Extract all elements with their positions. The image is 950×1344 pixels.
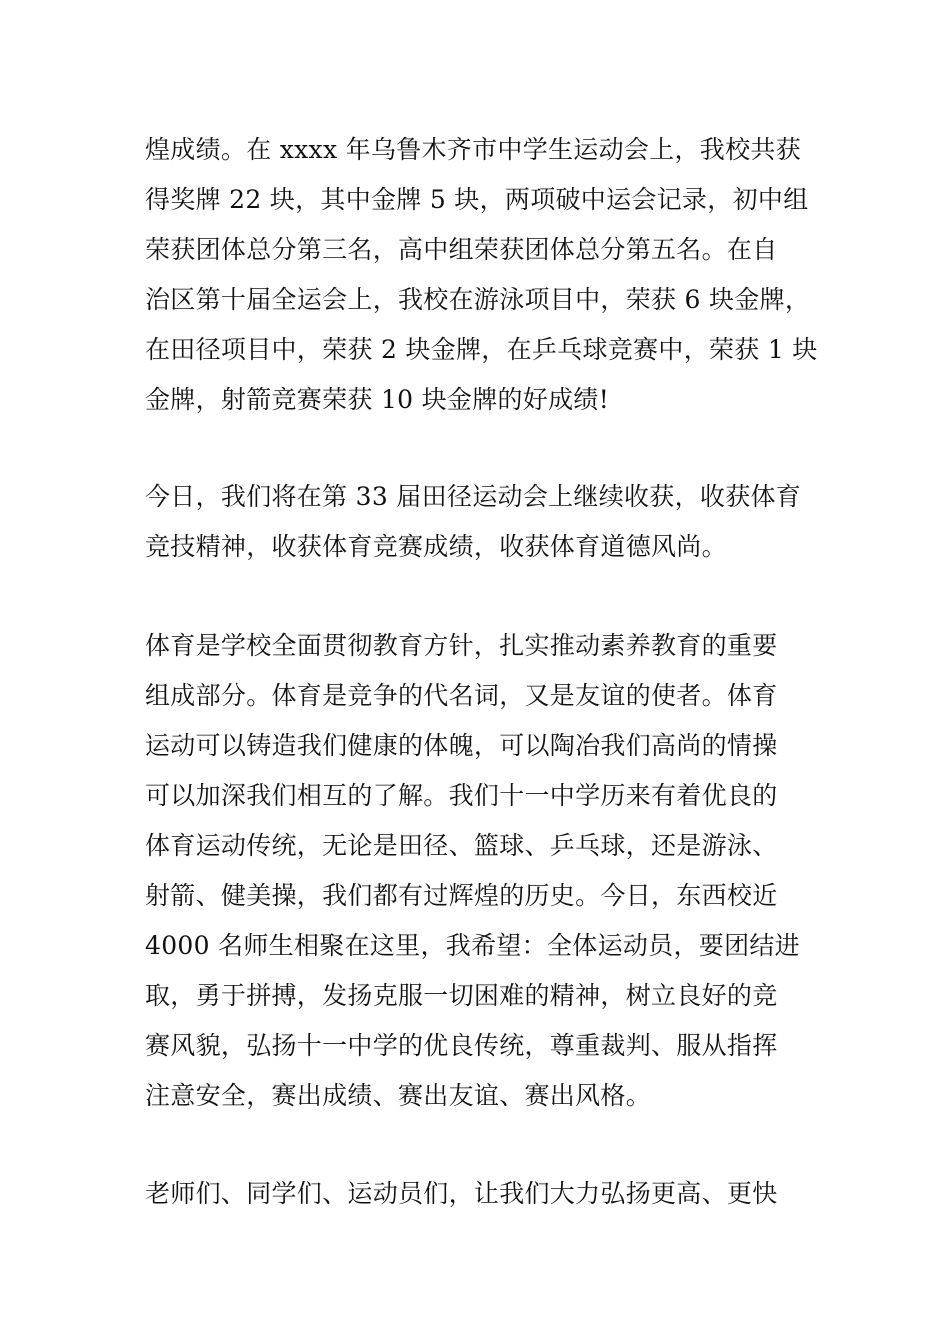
paragraph-3-line-8: 取，勇于拼搏，发扬克服一切困难的精神，树立良好的竞 [145,981,778,1010]
paragraph-2-line-1: 今日，我们将在第 33 届田径运动会上继续收获，收获体育 [145,482,802,511]
paragraph-2-line-2: 竞技精神，收获体育竞赛成绩，收获体育道德风尚。 [145,532,727,561]
paragraph-1-line-4: 治区第十届全运会上，我校在游泳项目中，荣获 6 块金牌， [145,285,811,314]
paragraph-1-line-2: 得奖牌 22 块，其中金牌 5 块，两项破中运会记录，初中组 [145,185,809,214]
paragraph-3-line-3: 运动可以铸造我们健康的体魄，可以陶冶我们高尚的情操 [145,731,778,760]
paragraph-1-line-1: 煌成绩。在 xxxx 年乌鲁木齐市中学生运动会上，我校共获 [145,135,801,164]
paragraph-3-line-1: 体育是学校全面贯彻教育方针，扎实推动素养教育的重要 [145,631,778,660]
paragraph-3-line-2: 组成部分。体育是竞争的代名词，又是友谊的使者。体育 [145,681,778,710]
paragraph-3-line-7: 4000 名师生相聚在这里，我希望：全体运动员，要团结进 [145,931,800,960]
paragraph-3-line-5: 体育运动传统，无论是田径、篮球、乒乓球，还是游泳、 [145,831,778,860]
paragraph-1-line-5: 在田径项目中，荣获 2 块金牌，在乒乓球竞赛中，荣获 1 块 [145,335,818,364]
paragraph-3-line-9: 赛风貌，弘扬十一中学的优良传统，尊重裁判、服从指挥 [145,1031,778,1060]
paragraph-3-line-10: 注意安全，赛出成绩、赛出友谊、赛出风格。 [145,1081,652,1110]
paragraph-1-line-3: 荣获团体总分第三名，高中组荣获团体总分第五名。在自 [145,235,778,264]
paragraph-3-line-6: 射箭、健美操，我们都有过辉煌的历史。今日，东西校近 [145,881,778,910]
paragraph-4-line-1: 老师们、同学们、运动员们，让我们大力弘扬更高、更快 [145,1179,778,1208]
paragraph-3-line-4: 可以加深我们相互的了解。我们十一中学历来有着优良的 [145,781,778,810]
paragraph-1-line-6: 金牌，射箭竞赛荣获 10 块金牌的好成绩! [145,385,610,414]
